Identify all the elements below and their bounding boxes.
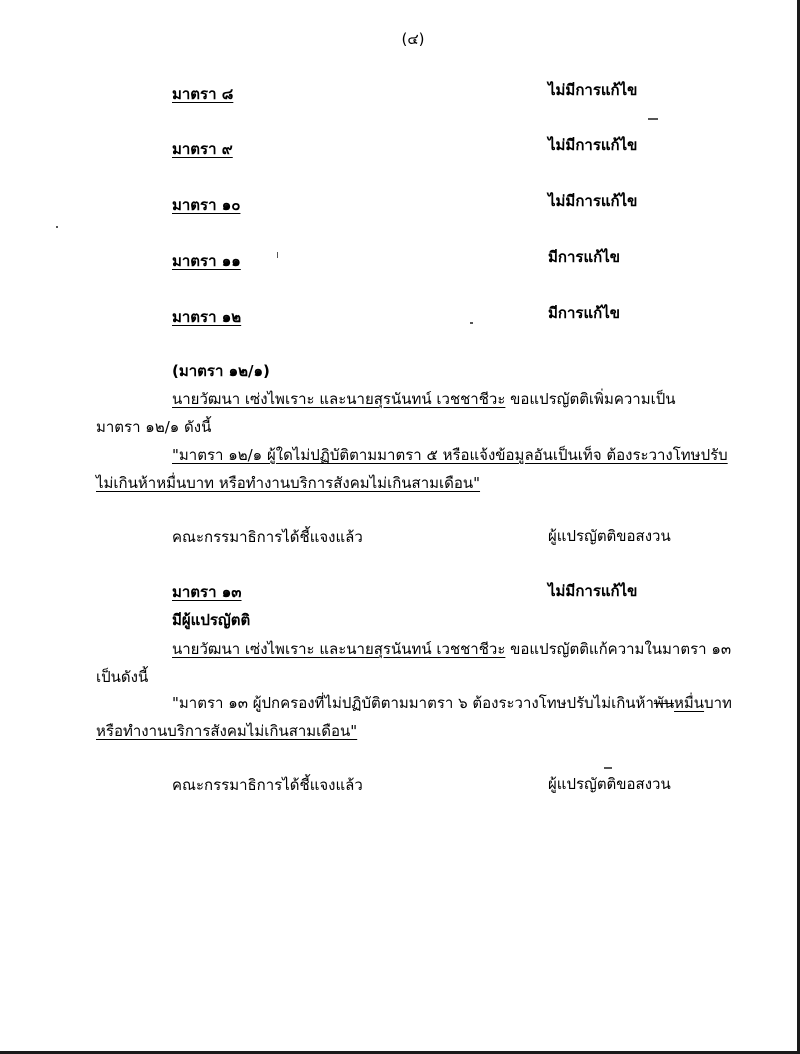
amend-12-1-outcome: ผู้แปรญัตติขอสงวน [548, 527, 671, 545]
section-9-status: ไม่มีการแก้ไข [548, 136, 638, 154]
section-10-label: มาตรา ๑๐ [172, 196, 241, 214]
amend-12-1-request-a: ขอแปรญัตติเพิ่มความเป็น [505, 390, 676, 408]
section-13-text-line2: หรือทำงานบริการสังคมไม่เกินสามเดือน" [96, 722, 358, 740]
amend-12-1-committee: คณะกรรมาธิการได้ชี้แจงแล้ว [172, 528, 363, 546]
section-13-struck-word: พัน [653, 694, 675, 712]
section-13-text-line1-end: บาท [704, 694, 732, 712]
section-13-inserted-word: หมื่น [674, 694, 705, 712]
scan-speck [277, 252, 278, 258]
section-13-status: ไม่มีการแก้ไข [548, 582, 638, 600]
section-10-status: ไม่มีการแก้ไข [548, 192, 638, 210]
page-number: (๔) [401, 30, 425, 48]
section-13-text-line1-a: "มาตรา ๑๓ ผู้ปกครองที่ไม่ปฏิบัติตามมาตรา ๖ ต้องระวางโทษปรับไม่เกินห้า [172, 694, 654, 712]
section-13-outcome: ผู้แปรญัตติขอสงวน [548, 775, 671, 793]
section-13-proposers: นายวัฒนา เซ่งไพเราะ และนายสุรนันทน์ เวชชาชีวะ [172, 640, 506, 658]
amend-12-1-request-b: มาตรา ๑๒/๑ ดังนี้ [96, 418, 212, 436]
scan-speck [604, 767, 612, 769]
section-8-status: ไม่มีการแก้ไข [548, 81, 638, 99]
section-12-label: มาตรา ๑๒ [172, 308, 242, 326]
scan-speck [56, 226, 58, 228]
section-13-request-b: เป็นดังนี้ [96, 668, 149, 686]
section-11-status: มีการแก้ไข [548, 248, 620, 266]
section-13-label: มาตรา ๑๓ [172, 583, 242, 601]
amend-12-1-request-line [172, 390, 676, 408]
amend-12-1-heading: (มาตรา ๑๒/๑) [172, 362, 270, 380]
section-13-request-a: ขอแปรญัตติแก้ความในมาตรา ๑๓ [505, 640, 732, 658]
section-12-status: มีการแก้ไข [548, 304, 620, 322]
section-11-label: มาตรา ๑๑ [172, 252, 241, 270]
section-13-request-line [172, 640, 731, 658]
scan-speck [470, 322, 473, 324]
section-13-committee: คณะกรรมาธิการได้ชี้แจงแล้ว [172, 776, 363, 794]
amend-12-1-proposers: นายวัฒนา เซ่งไพเราะ และนายสุรนันทน์ เวชชาชีวะ [172, 390, 506, 408]
amend-12-1-text-line1: "มาตรา ๑๒/๑ ผู้ใดไม่ปฏิบัติตามมาตรา ๕ หรือแจ้งข้อมูลอันเป็นเท็จ ต้องระวางโทษปรับ [172, 446, 728, 464]
section-8-label: มาตรา ๘ [172, 85, 234, 103]
section-13-has-amend: มีผู้แปรญัตติ [172, 611, 251, 629]
section-9-label: มาตรา ๙ [172, 140, 233, 158]
section-13-text-line1 [172, 694, 732, 712]
amend-12-1-text-line2: ไม่เกินห้าหมื่นบาท หรือทำงานบริการสังคมไม่เกินสามเดือน" [96, 474, 481, 492]
scan-speck [648, 118, 658, 120]
